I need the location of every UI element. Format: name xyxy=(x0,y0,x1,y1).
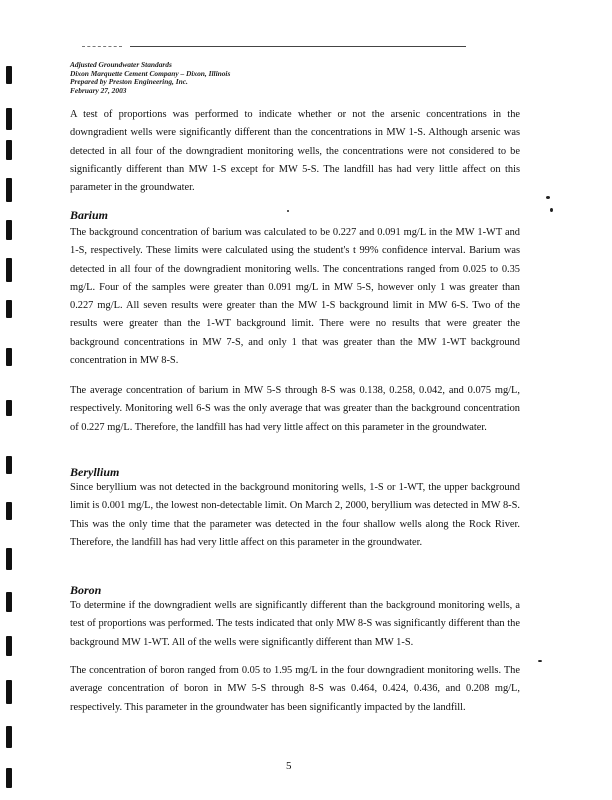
barium-paragraph-2: The average concentration of barium in MW 5-S through 8-S was 0.138, 0.258, 0.042, and 0.075 mg/L, respectively. Monitoring well 6-S was the only average that was greater than the background concentration of 0.227 mg/L. Therefore, the landfill has had very little affect on this parameter in the groundwater. xyxy=(70,385,520,433)
binder-mark xyxy=(6,66,12,84)
scan-speck xyxy=(538,660,542,662)
binder-mark xyxy=(6,592,12,612)
beryllium-paragraph: Since beryllium was not detected in the background monitoring wells, 1-S or 1-WT, the upper background limit is 0.001 mg/L, the lowest non-detectable limit. On March 2, 2000, beryllium was detected in MW 8-S. This was the only time that the parameter was detected in the four shallow wells along the Rock River. Therefore, the landfill has had very little affect on this parameter in the groundwater. xyxy=(70,482,520,548)
binder-mark xyxy=(6,258,12,282)
binder-mark xyxy=(6,220,12,240)
page-number: 5 xyxy=(286,760,292,772)
binder-mark xyxy=(6,456,12,474)
binder-mark xyxy=(6,726,12,748)
boron-paragraph-1: To determine if the downgradient wells are significantly different than the background monitoring wells, a test of proportions was performed. The tests indicated that only MW 8-S was significantly different than the background MW 1-WT. All of the wells were significantly different than MW 1-S. xyxy=(70,600,520,648)
beryllium-heading: Beryllium xyxy=(70,465,120,479)
binder-mark xyxy=(6,140,12,160)
barium-heading: Barium xyxy=(70,208,109,222)
boron-paragraph-2: The concentration of boron ranged from 0.05 to 1.95 mg/L in the four downgradient monitoring wells. The average concentration of boron in MW 5-S through 8-S was 0.464, 0.424, 0.436, and 0.208 mg/L, respectively. This parameter in the groundwater has been significantly impacted by the landfill. xyxy=(70,665,520,713)
arsenic-paragraph: A test of proportions was performed to indicate whether or not the arsenic concentrations in the downgradient wells were significantly different than the concentrations in MW 1-S. Although arsenic was detected in all four of the downgradient monitoring wells, the concentrations were not considered to be significantly different than MW 1-S except for MW 5-S. The landfill has had very little affect on this parameter in the groundwater. xyxy=(70,109,520,194)
header-title: Adjusted Groundwater Standards xyxy=(70,60,172,69)
barium-paragraph-1: The background concentration of barium was calculated to be 0.227 and 0.091 mg/L in the MW 1-WT and 1-S, respectively. These limits were calculated using the student's t 99% confidence interval. Barium was detected in all four of the downgradient monitoring wells. The concentrations ranged from 0.025 to 0.35 mg/L. Four of the samples were greater than 0.091 mg/L in MW 5-S, however only 1 was greater than 0.227 mg/L. All seven results were greater than the MW 1-S background limit in MW 6-S. Two of the results were greater than the 1-WT background limit. There were no results that were greater the background concentrations in MW 7-S, and only 1 that was greater than the MW 1-WT background concentration in MW 8-S. xyxy=(70,227,520,367)
header-rule-dashed xyxy=(82,46,122,47)
beryllium-section xyxy=(70,479,520,552)
header-client: Dixon Marquette Cement Company – Dixon, Illinois xyxy=(70,68,231,78)
document-header xyxy=(70,61,230,95)
binder-mark xyxy=(6,548,12,570)
binder-mark xyxy=(6,680,12,704)
binder-mark xyxy=(6,108,12,130)
binder-mark xyxy=(6,348,12,366)
binder-mark xyxy=(6,178,12,202)
binder-mark xyxy=(6,636,12,656)
arsenic-section xyxy=(70,106,520,197)
binder-mark xyxy=(6,768,12,788)
barium-section-2 xyxy=(70,382,520,437)
boron-section xyxy=(70,597,520,652)
header-rule xyxy=(130,46,466,47)
scan-speck xyxy=(287,210,289,212)
binder-mark xyxy=(6,502,12,520)
header-preparer: Prepared by Preston Engineering, Inc. xyxy=(70,77,188,87)
barium-section xyxy=(70,224,520,370)
header-date: February 27, 2003 xyxy=(70,85,127,95)
binder-mark xyxy=(6,300,12,318)
scan-speck xyxy=(550,208,553,212)
boron-section-2 xyxy=(70,662,520,717)
scan-speck xyxy=(546,196,550,199)
binder-mark xyxy=(6,400,12,416)
boron-heading: Boron xyxy=(70,583,102,597)
